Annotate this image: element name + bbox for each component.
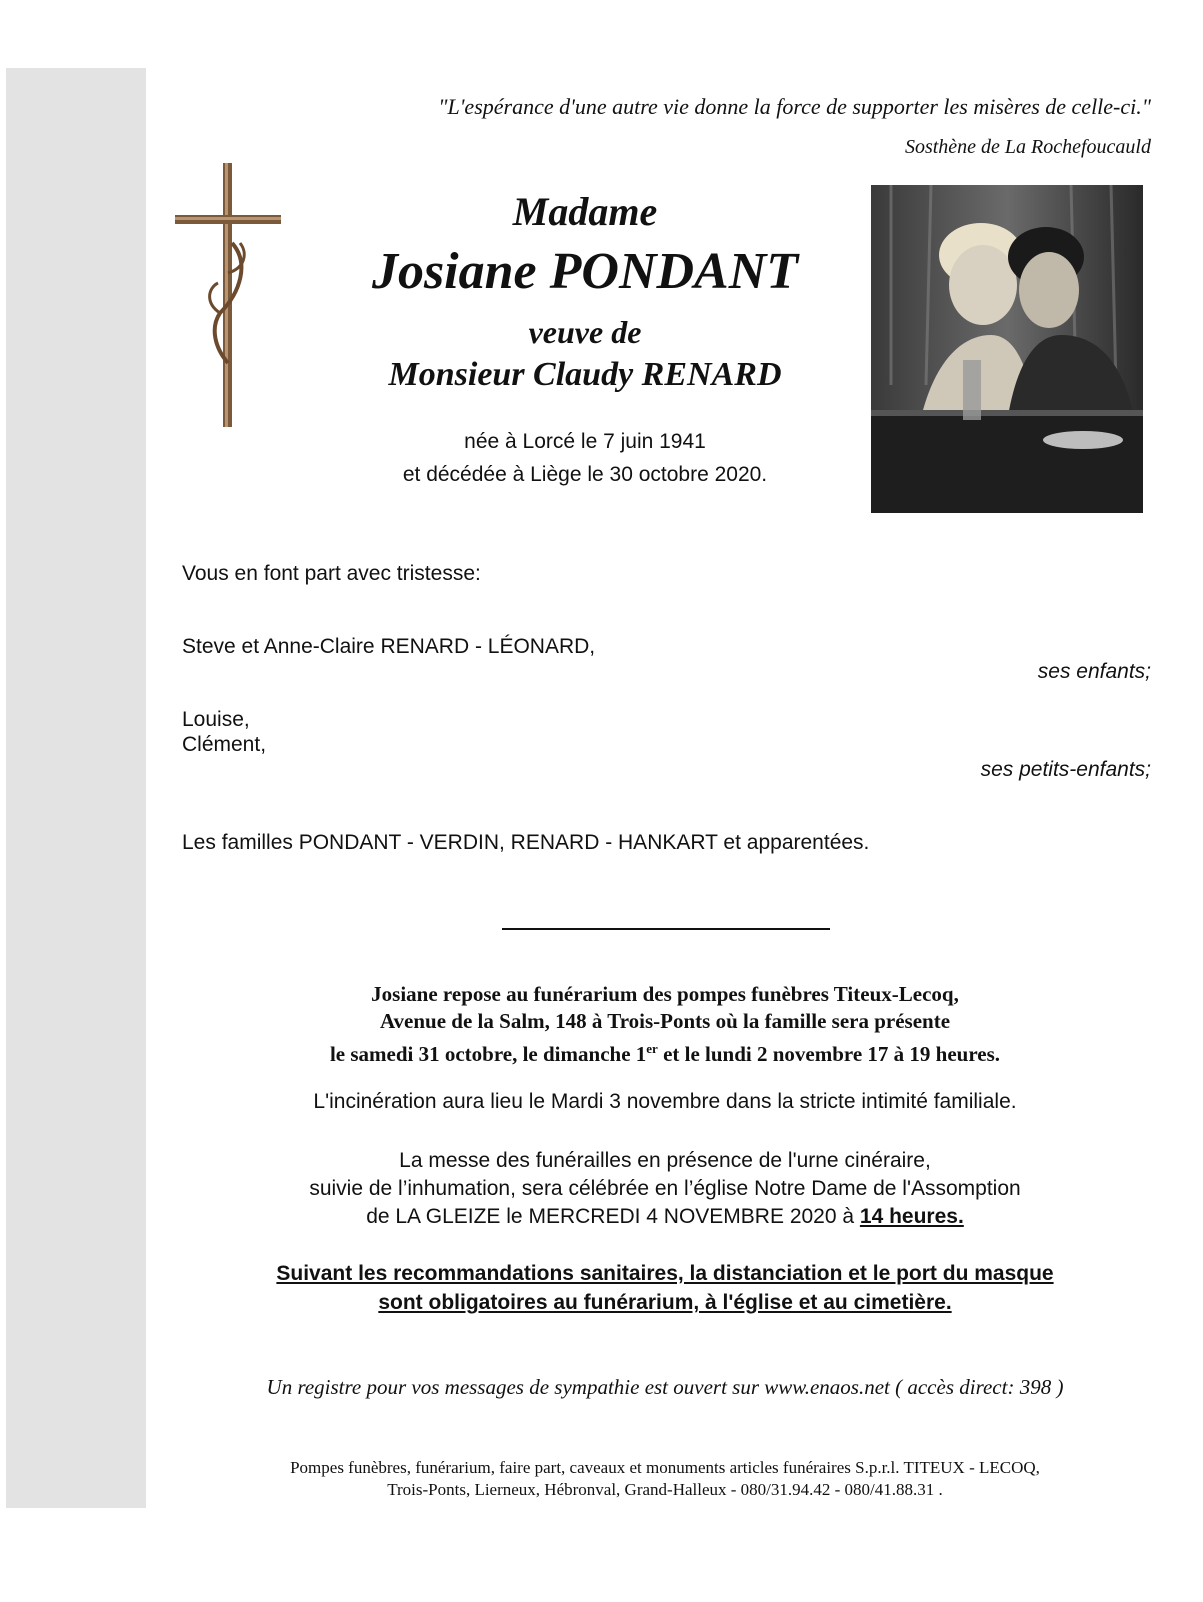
funerarium-info [160,981,1170,1068]
funerarium-line-3 [160,1035,1170,1068]
quote-author: Sosthène de La Rochefoucauld [904,136,1151,158]
ordinal-suffix: er [646,1041,658,1056]
sanitary-notice [160,1259,1170,1317]
footer-line-1: Pompes funèbres, funérarium, faire part, caveaux et monuments articles funéraires S.p.r.l. TITEUX - LECOQ, [290,1458,1040,1477]
couple-photo [871,185,1143,513]
spouse-name: Monsieur Claudy RENARD [388,356,782,393]
families-line: Les familles PONDANT - VERDIN, RENARD - HANKART et apparentées. [182,831,870,854]
birth-line: née à Lorcé le 7 juin 1941 [464,430,706,453]
mass-line-1: La messe des funérailles en présence de l'urne cinéraire, [399,1149,931,1172]
deceased-name: Josiane PONDANT [371,243,799,300]
cremation-line: L'incinération aura lieu le Mardi 3 novembre dans la stricte intimité familiale. [313,1090,1017,1113]
life-dates [300,425,870,491]
quote-text: "L'espérance d'une autre vie donne la force de supporter les misères de celle-ci." [438,94,1151,119]
footer-line-2: Trois-Ponts, Lierneux, Hébronval, Grand-Halleux - 080/31.94.42 - 080/41.88.31 . [387,1480,943,1499]
sanitary-line-1: Suivant les recommandations sanitaires, la distanciation et le port du masque [276,1262,1054,1285]
grandchild-2: Clément, [182,733,267,756]
registry-notice: Un registre pour vos messages de sympathie est ouvert sur www.enaos.net ( accès direct: 398 ) [266,1375,1064,1399]
mass-line-3-text: de LA GLEIZE le MERCREDI 4 NOVEMBRE 2020 à [366,1205,860,1228]
mass-time: 14 heures. [859,1205,964,1228]
funerarium-line-1: Josiane repose au funérarium des pompes funèbres Titeux-Lecoq, [371,982,959,1006]
grandchildren-relation: ses petits-enfants; [980,758,1151,781]
mass-line-3 [160,1203,1170,1231]
mass-line-2: suivie de l’inhumation, sera célébrée en l’église Notre Dame de l'Assomption [309,1177,1021,1200]
death-line: et décédée à Liège le 30 octobre 2020. [402,463,768,486]
sanitary-line-2: sont obligatoires au funérarium, à l'église et au cimetière. [378,1291,952,1314]
grandchild-1: Louise, [182,708,250,731]
side-band [6,68,146,1508]
family-intro: Vous en font part avec tristesse: [182,562,481,585]
funeral-home-footer [160,1457,1170,1501]
funerarium-line-3b: et le lundi 2 novembre 17 à 19 heures. [657,1042,1001,1066]
funerarium-line-3a: le samedi 31 octobre, le dimanche 1 [329,1042,647,1066]
children-names: Steve et Anne-Claire RENARD - LÉONARD, [182,635,596,658]
separator-line [502,928,830,930]
children-relation: ses enfants; [1037,660,1151,683]
deceased-title: Madame [512,189,658,234]
mass-info [160,1147,1170,1231]
cross-icon [170,163,286,431]
widow-of: veuve de [528,314,642,350]
funerarium-line-2: Avenue de la Salm, 148 à Trois-Ponts où la famille sera présente [379,1009,951,1033]
